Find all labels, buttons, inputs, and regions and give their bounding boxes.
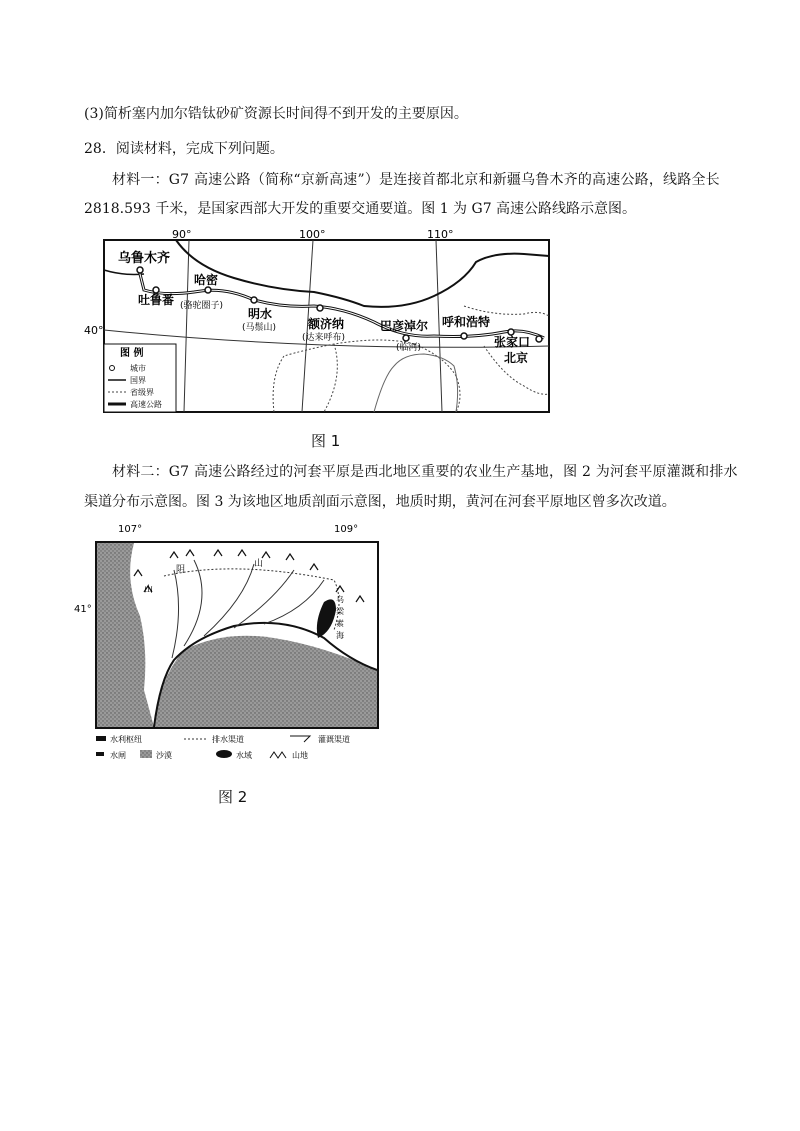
figure1-caption: 图 1 bbox=[311, 432, 341, 450]
lat-40: 40° bbox=[84, 324, 104, 337]
figure2-legend bbox=[96, 734, 350, 760]
svg-text:灌溉渠道: 灌溉渠道 bbox=[318, 735, 350, 744]
svg-text:乌: 乌 bbox=[336, 595, 344, 604]
svg-text:海: 海 bbox=[336, 631, 344, 640]
svg-text:排水渠道: 排水渠道 bbox=[212, 735, 244, 744]
city-zhangjiakou: 张家口 bbox=[494, 335, 531, 349]
svg-text:沙漠: 沙漠 bbox=[156, 751, 172, 760]
lat-41: 41° bbox=[74, 604, 92, 615]
svg-text:省级界: 省级界 bbox=[130, 388, 154, 397]
svg-text:水闸: 水闸 bbox=[110, 751, 126, 760]
svg-text:城市: 城市 bbox=[130, 364, 146, 373]
svg-text:素: 素 bbox=[336, 619, 344, 628]
lon-110: 110° bbox=[427, 228, 454, 241]
city-turpan: 吐鲁番 bbox=[138, 293, 175, 307]
city-linhe: (临河) bbox=[396, 343, 422, 353]
lon-107: 107° bbox=[118, 524, 143, 535]
svg-text:图 例: 图 例 bbox=[120, 348, 144, 359]
city-hami: 哈密 bbox=[194, 273, 219, 287]
city-luotuoquanzi: (骆驼圈子) bbox=[180, 301, 224, 311]
svg-text:山: 山 bbox=[144, 585, 154, 595]
question-28: 28．阅读材料，完成下列问题。 bbox=[84, 141, 284, 157]
figure2-caption: 图 2 bbox=[218, 788, 248, 806]
lon-90: 90° bbox=[172, 228, 192, 241]
material1-line2: 2818.593 千米，是国家西部大开发的重要交通要道。图 1 为 G7 高速公路线路示意图。 bbox=[84, 201, 637, 217]
svg-text:国界: 国界 bbox=[130, 376, 146, 385]
city-mazongshan: (马鬃山) bbox=[242, 323, 277, 333]
svg-text:山地: 山地 bbox=[292, 751, 308, 760]
city-hohhot: 呼和浩特 bbox=[442, 315, 491, 329]
figure2-map bbox=[74, 520, 394, 772]
material1-line1: 材料一：G7 高速公路（简称“京新高速”）是连接首都北京和新疆乌鲁木齐的高速公路，线路全长 bbox=[112, 172, 720, 188]
material2-line2: 渠道分布示意图。图 3 为该地区地质剖面示意图，地质时期，黄河在河套平原地区曾多次改道。 bbox=[84, 494, 676, 510]
svg-text:梁: 梁 bbox=[336, 607, 344, 616]
svg-text:水域: 水域 bbox=[236, 751, 252, 760]
city-beijing: 北京 bbox=[504, 351, 529, 365]
city-mingshui: 明水 bbox=[248, 307, 273, 321]
material2-line1: 材料二：G7 高速公路经过的河套平原是西北地区重要的农业生产基地，图 2 为河套平原灌溉和排水 bbox=[112, 464, 738, 480]
svg-text:水利枢纽: 水利枢纽 bbox=[110, 735, 142, 744]
question-3: (3)简析塞内加尔锆钛砂矿资源长时间得不到开发的主要原因。 bbox=[84, 106, 468, 122]
city-dalaihubu: (达来呼布) bbox=[302, 333, 346, 343]
figure1-legend bbox=[104, 344, 176, 412]
svg-text:阴: 阴 bbox=[176, 565, 186, 575]
figure1-map bbox=[84, 226, 554, 420]
city-bayannur: 巴彦淖尔 bbox=[380, 319, 429, 333]
city-urumqi: 乌鲁木齐 bbox=[118, 251, 171, 266]
city-ejina: 额济纳 bbox=[308, 317, 345, 331]
lon-109: 109° bbox=[334, 524, 359, 535]
svg-text:山: 山 bbox=[254, 559, 264, 569]
lon-100: 100° bbox=[299, 228, 326, 241]
svg-text:高速公路: 高速公路 bbox=[130, 400, 162, 409]
